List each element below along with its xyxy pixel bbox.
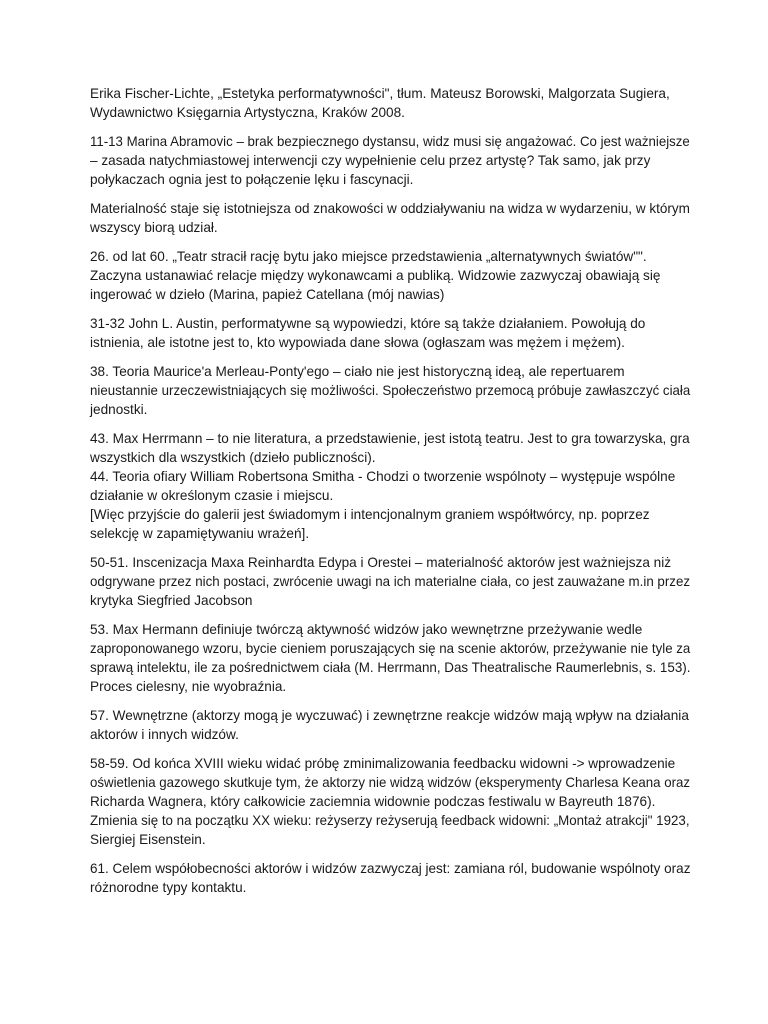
- text-line: Siergiej Eisenstein.: [90, 832, 206, 847]
- paragraph: [90, 199, 690, 237]
- text-line: 58-59. Od końca XVIII wieku widać próbę zminimalizowania feedbacku widowni -> wprowadzenie: [90, 756, 676, 771]
- text-line: 38. Teoria Maurice'a Merleau-Ponty'ego – ciało nie jest historyczną ideą, ale repertuarem: [90, 364, 625, 379]
- text-line: Proces cielesny, nie wyobraźnia.: [90, 679, 287, 694]
- text-line: 53. Max Hermann definiuje twórczą aktywność widzów jako wewnętrzne przeżywanie wedle: [90, 622, 643, 637]
- text-line: 44. Teoria ofiary William Robertsona Smitha - Chodzi o tworzenie wspólnoty – występuje wspólne: [90, 469, 676, 484]
- paragraph: [90, 132, 690, 189]
- paragraph: [90, 553, 690, 610]
- text-line: Wydawnictwo Księgarnia Artystyczna, Kraków 2008.: [90, 105, 405, 120]
- text-line: 57. Wewnętrzne (aktorzy mogą je wyczuwać) i zewnętrzne reakcje widzów mają wpływ na działania: [90, 708, 689, 723]
- text-line: 50-51. Inscenizacja Maxa Reinhardta Edypa i Orestei – materialność aktorów jest ważniejsza niż: [90, 555, 672, 570]
- paragraph: [90, 429, 690, 467]
- text-line: nieustannie urzeczewistniających się możliwości. Społeczeństwo przemocą próbuje zawłaszczyć ciała: [90, 383, 691, 398]
- text-line: 26. od lat 60. „Teatr stracił rację bytu jako miejsce przedstawienia „alternatywnych światów"".: [90, 249, 647, 264]
- text-line: ingerować w dzieło (Marina, papież Catellana (mój nawias): [90, 287, 445, 302]
- paragraph: [90, 84, 690, 122]
- text-line: [Więc przyjście do galerii jest świadomym i intencjonalnym graniem współtwórcy, np. poprzez: [90, 507, 650, 522]
- text-line: 61. Celem współobecności aktorów i widzów zazwyczaj jest: zamiana ról, budowanie wspólnoty oraz: [90, 861, 691, 876]
- text-line: sprawą intelektu, ile za pośrednictwem ciała (M. Herrmann, Das Theatralische Raumerlebnis, s. 153).: [90, 660, 691, 675]
- text-line: Zaczyna ustanawiać relacje między wykonawcami a publiką. Widzowie zazwyczaj obawiają się: [90, 268, 661, 283]
- paragraph: [90, 467, 690, 505]
- paragraph: [90, 505, 690, 543]
- text-line: Erika Fischer-Lichte, „Estetyka performatywności", tłum. Mateusz Borowski, Malgorzata Sugiera,: [90, 86, 670, 101]
- text-line: połykaczach ognia jest to połączenie lęku i fascynacji.: [90, 172, 414, 187]
- text-line: jednostki.: [90, 402, 148, 417]
- paragraph: [90, 706, 690, 744]
- paragraph: [90, 362, 690, 419]
- text-line: Richarda Wagnera, który całkowicie zaciemnia widownie podczas festiwalu w Bayreuth 1876).: [90, 794, 656, 809]
- paragraph: [90, 247, 690, 304]
- text-line: 31-32 John L. Austin, performatywne są wypowiedzi, które są także działaniem. Powołują do: [90, 316, 646, 331]
- text-line: 43. Max Herrmann – to nie literatura, a przedstawienie, jest istotą teatru. Jest to gra towarzyska, gra: [90, 431, 690, 446]
- text-line: wszystkich dla wszystkich (dzieło publiczności).: [90, 450, 376, 465]
- paragraph: [90, 754, 690, 849]
- text-line: aktorów i innych widzów.: [90, 727, 239, 742]
- text-line: 11-13 Marina Abramovic – brak bezpiecznego dystansu, widz musi się angażować. Co jest ważniejsze: [90, 134, 690, 149]
- text-line: odgrywane przez nich postaci, zwrócenie uwagi na ich materialne ciała, co jest zauważane m.in przez: [90, 574, 691, 589]
- text-line: działanie w określonym czasie i miejscu.: [90, 488, 334, 503]
- text-line: Zmienia się to na początku XX wieku: reżyserzy reżyserują feedback widowni: „Montaż atrakcji" 1923,: [90, 813, 690, 828]
- text-line: – zasada natychmiastowej interwencji czy wypełnienie celu przez artystę? Tak samo, jak przy: [90, 153, 651, 168]
- document-body: [90, 84, 690, 907]
- text-line: selekcję w zapamiętywaniu wrażeń].: [90, 526, 310, 541]
- text-line: oświetlenia gazowego skutkuje tym, że aktorzy nie widzą widzów (eksperymenty Charlesa Keana oraz: [90, 775, 691, 790]
- paragraph: [90, 620, 690, 696]
- text-line: zaproponowanego wzoru, bycie cieniem poruszających się na scenie aktorów, przeżywanie nie tyle za: [90, 641, 691, 656]
- text-line: krytyka Siegfried Jacobson: [90, 593, 253, 608]
- paragraph: [90, 859, 690, 897]
- paragraph: [90, 314, 690, 352]
- text-line: wszyscy biorą udział.: [90, 220, 218, 235]
- text-line: istnienia, ale istotne jest to, kto wypowiada dane słowa (ogłaszam was mężem i mężem).: [90, 335, 625, 350]
- text-line: Materialność staje się istotniejsza od znakowości w oddziaływaniu na widza w wydarzeniu, w którym: [90, 201, 690, 216]
- text-line: różnorodne typy kontaktu.: [90, 880, 247, 895]
